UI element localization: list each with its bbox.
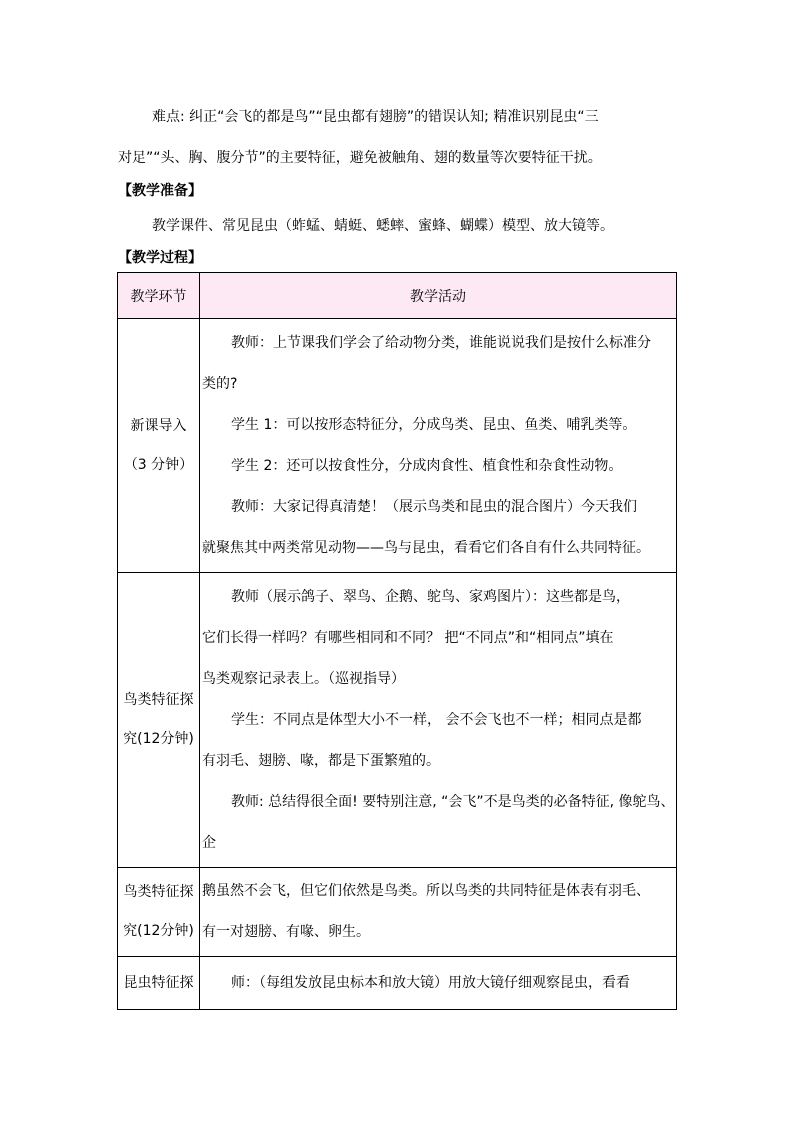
stage-label: 新课导入 (130, 417, 187, 434)
stage-label: 昆虫特征探 (123, 974, 194, 991)
activity-line: 教师：大家记得真清楚！（展示鸟类和昆虫的混合图片）今天我们 (231, 498, 637, 515)
activity-cell (200, 573, 677, 868)
prep-text: 教学课件、常见昆虫（蚱蜢、蜻蜓、蟋蟀、蜜蜂、蝴蝶）模型、放大镜等。 (152, 218, 614, 234)
activity-line: 有羽毛、翅膀、喙，都是下蛋繁殖的。 (202, 752, 440, 769)
stage-duration: 究(12分钟) (123, 731, 194, 747)
difficulty-line-1: 难点: 纠正“会飞的都是鸟”“昆虫都有翅膀”的错误认知; 精准识别昆虫“三 (152, 109, 599, 125)
lesson-table (117, 272, 677, 1010)
activity-line: 鸟类观察记录表上。（巡视指导） (202, 670, 405, 687)
table-row (118, 957, 677, 1010)
stage-duration: 究(12分钟) (123, 923, 194, 939)
activity-line: 就聚焦其中两类常见动物——鸟与昆虫，看看它们各自有什么共同特征。 (202, 539, 650, 556)
stage-cell (118, 319, 200, 573)
activity-line: 企 (202, 834, 216, 851)
activity-line: 教师: 总结得很全面! 要特别注意, “会飞”不是鸟类的必备特征, 像鸵鸟、 (231, 793, 675, 810)
activity-line: 教师：上节课我们学会了给动物分类，谁能说说我们是按什么标准分 (231, 334, 651, 351)
activity-cell (200, 957, 677, 1010)
table-row (118, 868, 677, 957)
table-row (118, 573, 677, 868)
difficulty-line-2: 对足”“头、胸、腹分节”的主要特征，避免被触角、翅的数量等次要特征干扰。 (118, 150, 602, 166)
table-row (118, 319, 677, 573)
activity-cell (200, 868, 677, 957)
activity-line: 它们长得一样吗？有哪些相同和不同？ 把“不同点”和“相同点”填在 (202, 629, 614, 646)
header-stage: 教学环节 (118, 273, 200, 319)
stage-cell (118, 868, 200, 957)
activity-cell (200, 319, 677, 573)
activity-line: 师：（每组发放昆虫标本和放大镜）用放大镜仔细观察昆虫，看看 (231, 974, 630, 991)
activity-line: 学生 2：还可以按食性分，分成肉食性、植食性和杂食性动物。 (231, 457, 623, 474)
activity-line: 学生：不同点是体型大小不一样， 会不会飞也不一样；相同点是都 (231, 711, 642, 728)
header-activity: 教学活动 (200, 273, 677, 319)
activity-line: 有一对翅膀、有喙、卵生。 (202, 924, 370, 940)
activity-line: 学生 1：可以按形态特征分，分成鸟类、昆虫、鱼类、哺乳类等。 (231, 416, 637, 433)
stage-cell (118, 957, 200, 1010)
activity-line: 类的? (202, 375, 238, 392)
table-header-row (118, 273, 677, 319)
stage-cell (118, 573, 200, 868)
stage-label: 鸟类特征探 (123, 884, 194, 900)
activity-line: 鹅虽然不会飞，但它们依然是鸟类。所以鸟类的共同特征是体表有羽毛、 (202, 883, 650, 899)
process-heading: 【教学过程】 (118, 250, 202, 266)
stage-duration: （3 分钟） (123, 456, 194, 473)
activity-line: 教师（展示鸽子、翠鸟、企鹅、鸵鸟、家鸡图片）：这些都是鸟， (231, 588, 630, 605)
prep-heading: 【教学准备】 (118, 183, 202, 199)
stage-label: 鸟类特征探 (123, 692, 194, 708)
